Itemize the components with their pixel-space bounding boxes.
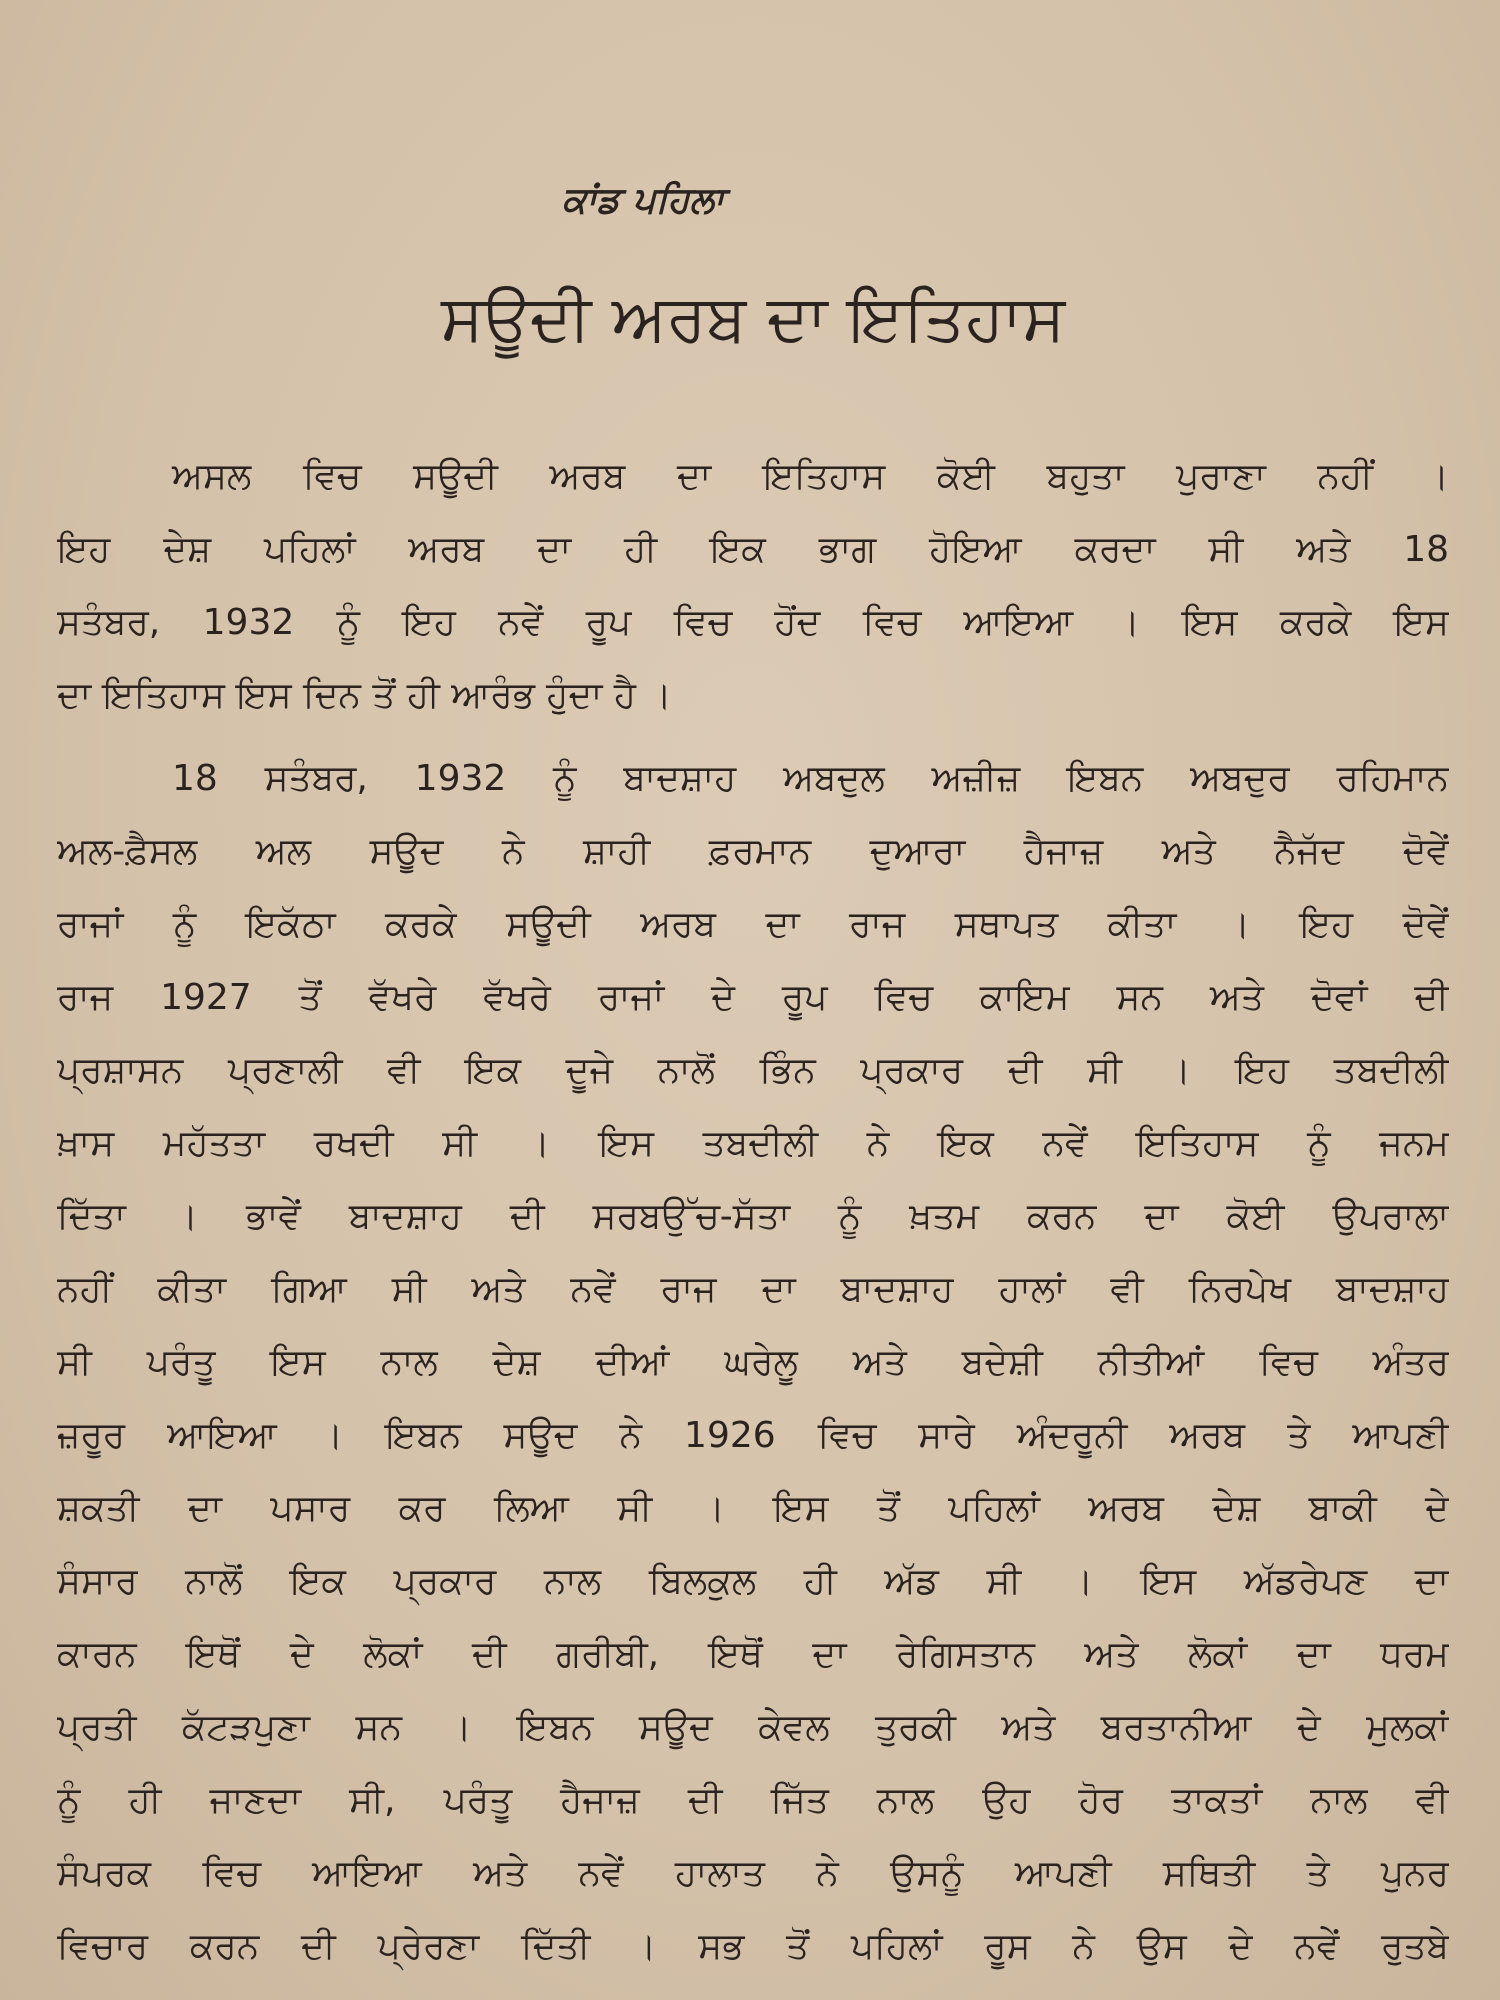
paragraph-1 — [57, 440, 1449, 732]
text-line: ਪ੍ਰਸ਼ਾਸਨ ਪ੍ਰਣਾਲੀ ਵੀ ਇਕ ਦੂਜੇ ਨਾਲੋਂ ਭਿੰਨ ਪ੍ਰਕਾਰ ਦੀ ਸੀ । ਇਹ ਤਬਦੀਲੀ — [57, 1050, 1449, 1091]
text-line: 18 ਸਤੰਬਰ, 1932 ਨੂੰ ਬਾਦਸ਼ਾਹ ਅਬਦੁਲ ਅਜ਼ੀਜ਼ ਇਬਨ ਅਬਦੁਰ ਰਹਿਮਾਨ — [172, 758, 1449, 799]
paragraph-2 — [57, 742, 1449, 1983]
text-line: ਕਾਰਨ ਇਥੋਂ ਦੇ ਲੋਕਾਂ ਦੀ ਗਰੀਬੀ, ਇਥੋਂ ਦਾ ਰੇਗਿਸਤਾਨ ਅਤੇ ਲੋਕਾਂ ਦਾ ਧਰਮ — [57, 1634, 1449, 1675]
text-line: ਸੰਪਰਕ ਵਿਚ ਆਇਆ ਅਤੇ ਨਵੇਂ ਹਾਲਾਤ ਨੇ ਉਸਨੂੰ ਆਪਣੀ ਸਥਿਤੀ ਤੇ ਪੁਨਰ — [57, 1853, 1449, 1894]
text-line: ਵਿਚਾਰ ਕਰਨ ਦੀ ਪ੍ਰੇਰਣਾ ਦਿੱਤੀ । ਸਭ ਤੋਂ ਪਹਿਲਾਂ ਰੂਸ ਨੇ ਉਸ ਦੇ ਨਵੇਂ ਰੁਤਬੇ — [57, 1926, 1449, 1967]
text-line: ਜ਼ਰੂਰ ਆਇਆ । ਇਬਨ ਸਊਦ ਨੇ 1926 ਵਿਚ ਸਾਰੇ ਅੰਦਰੂਨੀ ਅਰਬ ਤੇ ਆਪਣੀ — [57, 1415, 1449, 1456]
text-line: ਸ਼ਕਤੀ ਦਾ ਪਸਾਰ ਕਰ ਲਿਆ ਸੀ । ਇਸ ਤੋਂ ਪਹਿਲਾਂ ਅਰਬ ਦੇਸ਼ ਬਾਕੀ ਦੇ — [57, 1488, 1449, 1529]
text-line: ਸੀ ਪਰੰਤੂ ਇਸ ਨਾਲ ਦੇਸ਼ ਦੀਆਂ ਘਰੇਲੂ ਅਤੇ ਬਦੇਸ਼ੀ ਨੀਤੀਆਂ ਵਿਚ ਅੰਤਰ — [57, 1342, 1449, 1383]
page-title: ਸਊਦੀ ਅਰਬ ਦਾ ਇਤਿਹਾਸ — [440, 282, 1066, 356]
text-line: ਨੂੰ ਹੀ ਜਾਣਦਾ ਸੀ, ਪਰੰਤੂ ਹੈਜਾਜ਼ ਦੀ ਜਿੱਤ ਨਾਲ ਉਹ ਹੋਰ ਤਾਕਤਾਂ ਨਾਲ ਵੀ — [57, 1780, 1449, 1821]
text-line: ਰਾਜ 1927 ਤੋਂ ਵੱਖਰੇ ਵੱਖਰੇ ਰਾਜਾਂ ਦੇ ਰੂਪ ਵਿਚ ਕਾਇਮ ਸਨ ਅਤੇ ਦੋਵਾਂ ਦੀ — [57, 977, 1449, 1018]
chapter-label: ਕਾਂਡ ਪਹਿਲਾ — [561, 180, 725, 221]
text-line: ਨਹੀਂ ਕੀਤਾ ਗਿਆ ਸੀ ਅਤੇ ਨਵੇਂ ਰਾਜ ਦਾ ਬਾਦਸ਼ਾਹ ਹਾਲਾਂ ਵੀ ਨਿਰਪੇਖ ਬਾਦਸ਼ਾਹ — [57, 1269, 1449, 1310]
text-line: ਖ਼ਾਸ ਮਹੱਤਤਾ ਰਖਦੀ ਸੀ । ਇਸ ਤਬਦੀਲੀ ਨੇ ਇਕ ਨਵੇਂ ਇਤਿਹਾਸ ਨੂੰ ਜਨਮ — [57, 1123, 1449, 1164]
text-line: ਅਲ-ਫ਼ੈਸਲ ਅਲ ਸਊਦ ਨੇ ਸ਼ਾਹੀ ਫ਼ਰਮਾਨ ਦੁਆਰਾ ਹੈਜਾਜ਼ ਅਤੇ ਨੈਜੱਦ ਦੋਵੇਂ — [57, 831, 1449, 872]
text-line: ਦਾ ਇਤਿਹਾਸ ਇਸ ਦਿਨ ਤੋਂ ਹੀ ਆਰੰਭ ਹੁੰਦਾ ਹੈ । — [57, 675, 672, 716]
text-line: ਦਿੱਤਾ । ਭਾਵੇਂ ਬਾਦਸ਼ਾਹ ਦੀ ਸਰਬਉੱਚ-ਸੱਤਾ ਨੂੰ ਖ਼ਤਮ ਕਰਨ ਦਾ ਕੋਈ ਉਪਰਾਲਾ — [57, 1196, 1449, 1237]
text-line: ਰਾਜਾਂ ਨੂੰ ਇਕੱਠਾ ਕਰਕੇ ਸਊਦੀ ਅਰਬ ਦਾ ਰਾਜ ਸਥਾਪਤ ਕੀਤਾ । ਇਹ ਦੋਵੇਂ — [57, 904, 1449, 945]
text-line: ਪ੍ਰਤੀ ਕੱਟੜਪੁਣਾ ਸਨ । ਇਬਨ ਸਊਦ ਕੇਵਲ ਤੁਰਕੀ ਅਤੇ ਬਰਤਾਨੀਆ ਦੇ ਮੁਲਕਾਂ — [57, 1707, 1449, 1748]
text-line: ਅਸਲ ਵਿਚ ਸਊਦੀ ਅਰਬ ਦਾ ਇਤਿਹਾਸ ਕੋਈ ਬਹੁਤਾ ਪੁਰਾਣਾ ਨਹੀਂ । — [172, 456, 1449, 497]
text-line: ਸੰਸਾਰ ਨਾਲੋਂ ਇਕ ਪ੍ਰਕਾਰ ਨਾਲ ਬਿਲਕੁਲ ਹੀ ਅੱਡ ਸੀ । ਇਸ ਅੱਡਰੇਪਣ ਦਾ — [57, 1561, 1449, 1602]
text-line: ਸਤੰਬਰ, 1932 ਨੂੰ ਇਹ ਨਵੇਂ ਰੂਪ ਵਿਚ ਹੋਂਦ ਵਿਚ ਆਇਆ । ਇਸ ਕਰਕੇ ਇਸ — [57, 602, 1449, 643]
text-line: ਇਹ ਦੇਸ਼ ਪਹਿਲਾਂ ਅਰਬ ਦਾ ਹੀ ਇਕ ਭਾਗ ਹੋਇਆ ਕਰਦਾ ਸੀ ਅਤੇ 18 — [57, 529, 1449, 570]
